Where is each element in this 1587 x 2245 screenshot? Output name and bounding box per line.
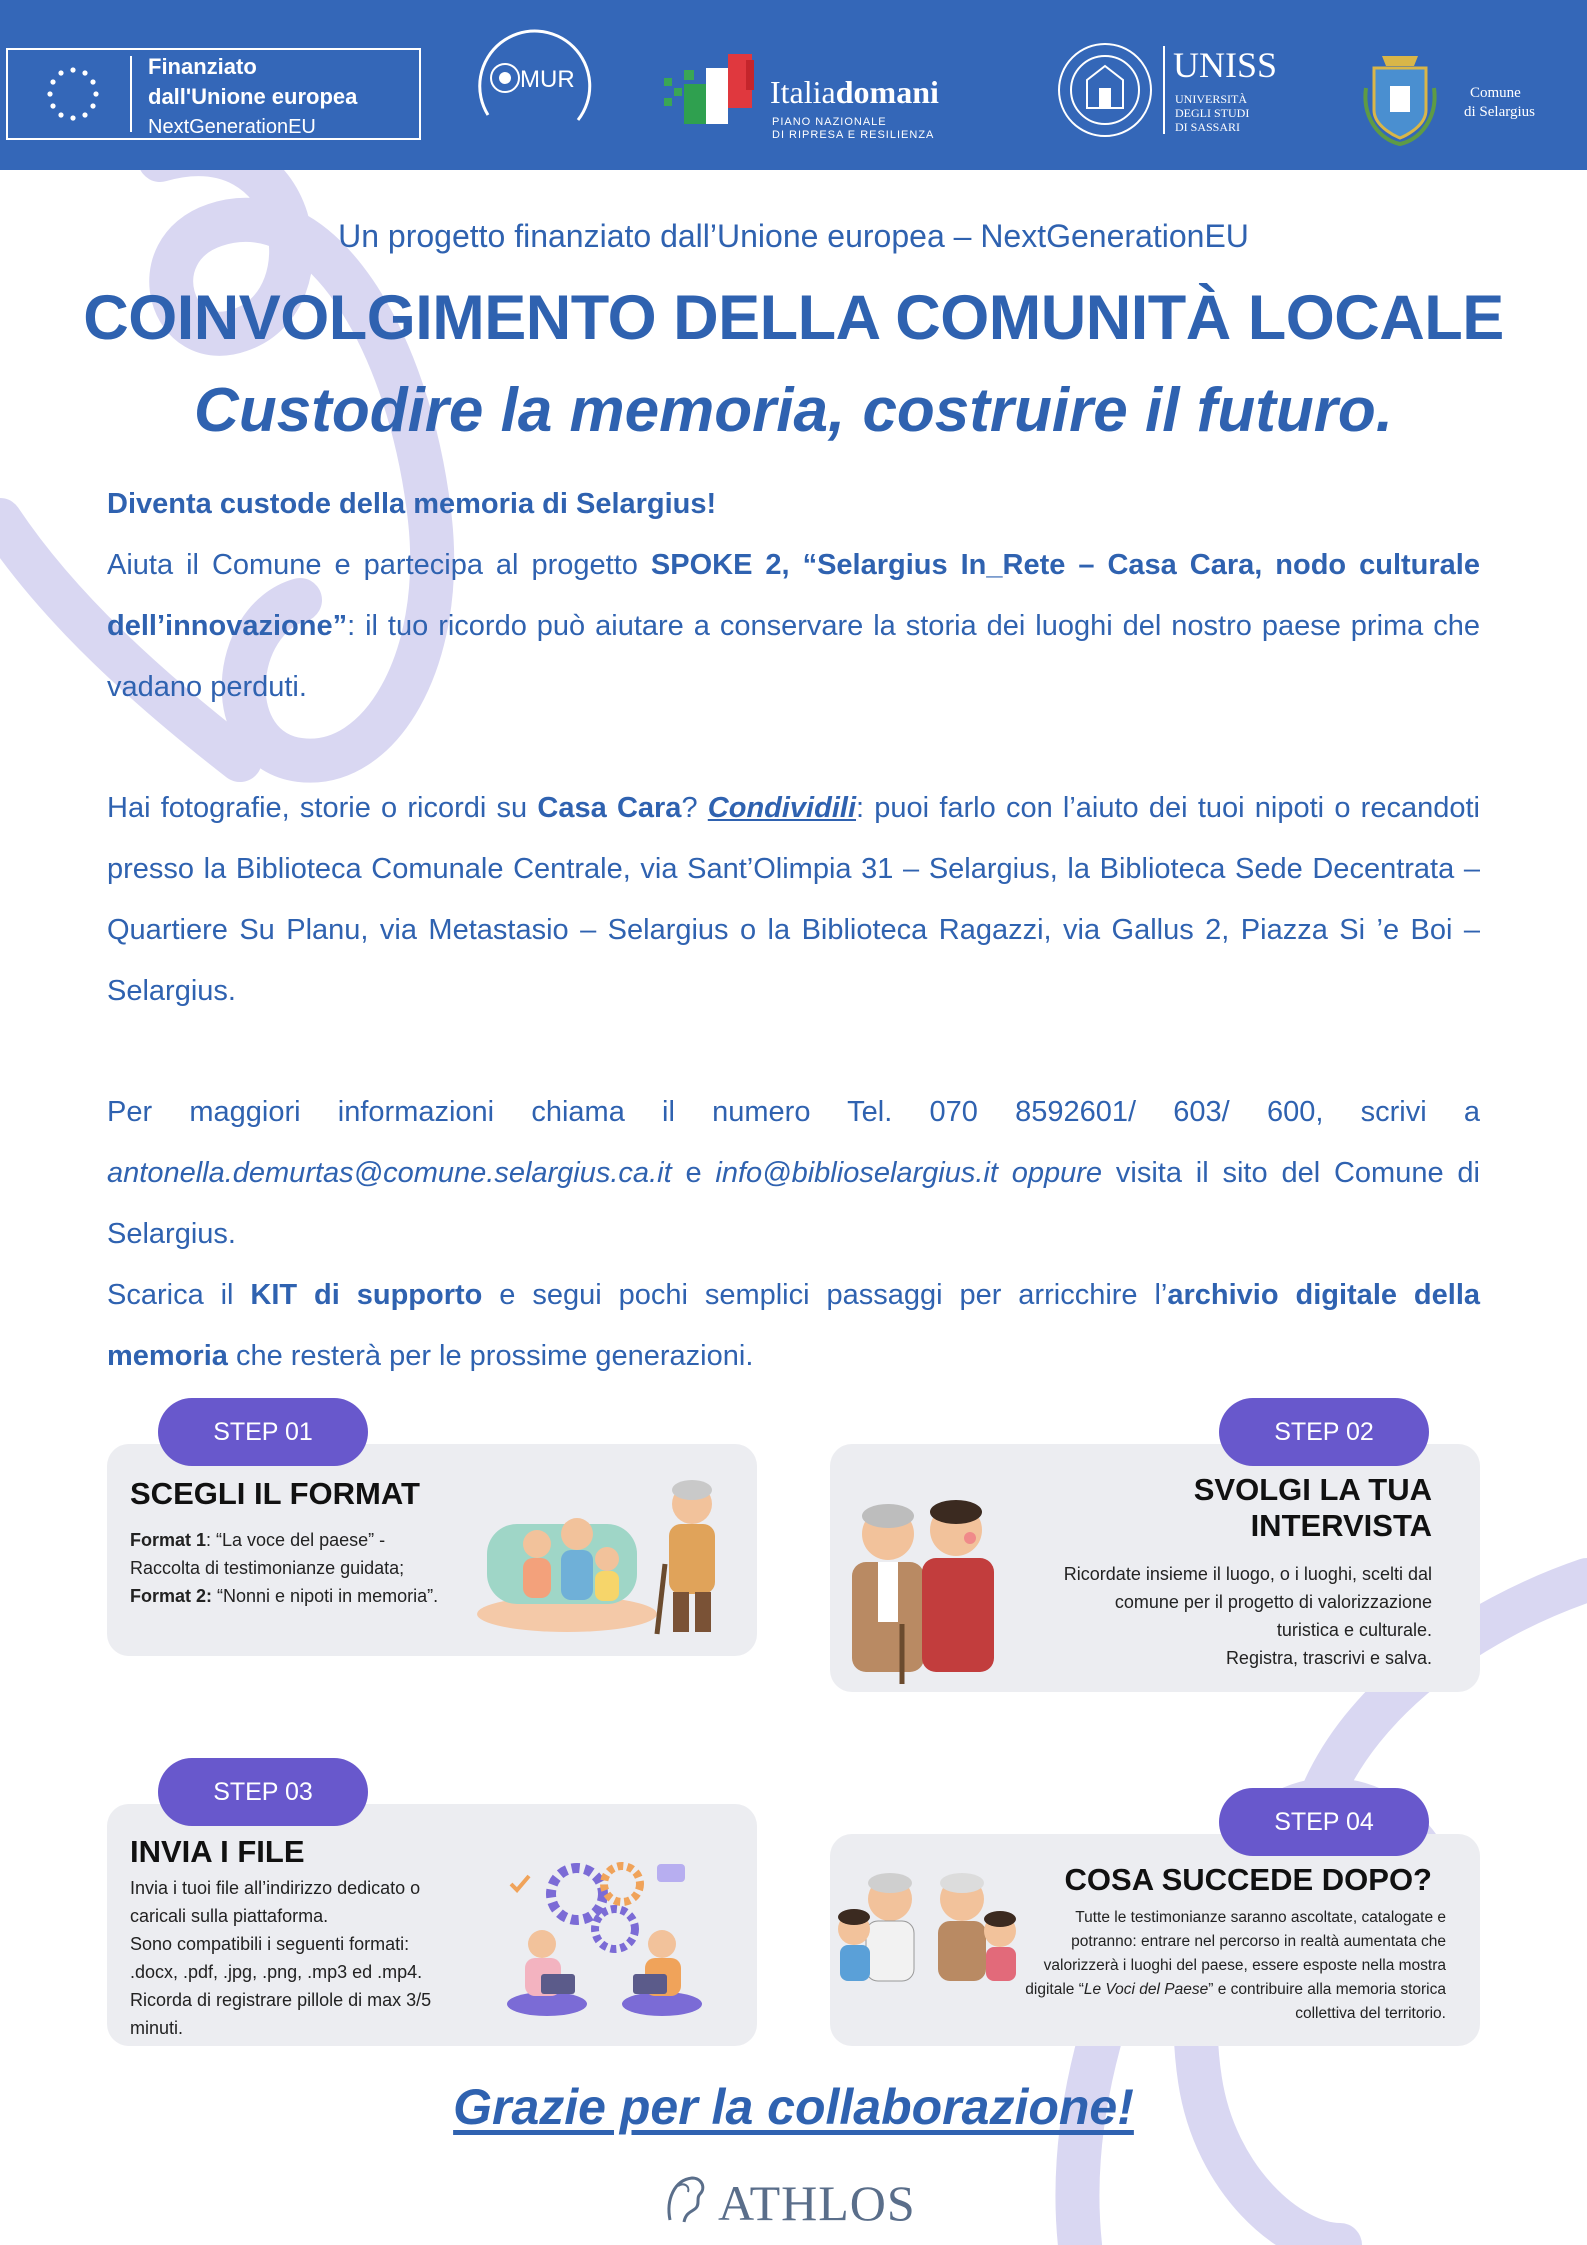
p1-text-c: : il tuo ricordo può aiutare a conservare la storia dei luoghi del nostro paese prima che vadano perduti. bbox=[107, 610, 1480, 703]
p2-text-c: ? bbox=[681, 792, 708, 824]
mur-logo bbox=[468, 20, 598, 150]
step-03-text-line5: Ricorda di registrare pillole di max 3/5 bbox=[130, 1990, 432, 2010]
step-04-text-line1: Tutte le testimonianze saranno ascoltate, catalogate e bbox=[1075, 1909, 1446, 1926]
coat-of-arms-icon bbox=[1360, 48, 1440, 148]
italiadomani-logo bbox=[658, 48, 970, 140]
format2-label: Format 2: bbox=[130, 1586, 213, 1606]
p4-text-e: che resterà per le prossime generazioni. bbox=[227, 1340, 754, 1372]
step-03-text-line1: Invia i tuoi file all’indirizzo dedicato o bbox=[130, 1878, 421, 1898]
comune-selargius-logo bbox=[1360, 48, 1560, 148]
p4-text-a: Scarica il bbox=[107, 1279, 251, 1311]
thanks-message: Grazie per la collaborazione! bbox=[453, 2079, 1134, 2135]
uniss-line1: UNIVERSITÀ bbox=[1175, 92, 1247, 106]
athlos-name: ATHLOS bbox=[718, 2175, 916, 2231]
italiadomani-sub2: DI RIPRESA E RESILIENZA bbox=[772, 129, 935, 141]
step-04-badge: STEP 04 bbox=[1219, 1788, 1429, 1856]
eu-label-line3: NextGenerationEU bbox=[148, 116, 316, 138]
step-04-text bbox=[966, 1906, 1446, 2026]
uniss-line3: DI SASSARI bbox=[1175, 120, 1241, 134]
step-02-title bbox=[1194, 1472, 1432, 1544]
step-02-text-line2: comune per il progetto di valorizzazione bbox=[1114, 1592, 1432, 1612]
share-paragraph bbox=[107, 778, 1480, 1022]
email-link-biblioteca[interactable]: info@biblioselargius.it bbox=[715, 1157, 998, 1189]
step-02-text-line4: Registra, trascrivi e salva. bbox=[1225, 1648, 1432, 1668]
step-02-badge: STEP 02 bbox=[1219, 1398, 1429, 1466]
eu-label-line2: dall'Unione europea bbox=[148, 84, 358, 109]
step-04-text-line3: valorizzerà i luoghi del paese, essere esposte nella mostra bbox=[1043, 1957, 1446, 1974]
p2-text-a: Hai fotografie, storie o ricordi su bbox=[107, 792, 538, 824]
step-03-badge: STEP 03 bbox=[158, 1758, 368, 1826]
p3-text-d: visita il sito del Comune di Selargius. bbox=[107, 1157, 1480, 1250]
step-03-text-line2: caricali sulla piattaforma. bbox=[130, 1906, 329, 1926]
uniss-divider bbox=[1163, 46, 1165, 134]
eu-label-line1: Finanziato bbox=[148, 54, 257, 79]
step-02-title-line1: SVOLGI LA TUA bbox=[1193, 1472, 1432, 1507]
eu-funding-logo bbox=[6, 48, 421, 140]
family-illustration-icon bbox=[477, 1464, 747, 1644]
step-03-text-line3: Sono compatibili i seguenti formati: bbox=[130, 1934, 410, 1954]
p3-text-b: e bbox=[671, 1157, 716, 1189]
step-01-badge: STEP 01 bbox=[158, 1398, 368, 1466]
step-02-text-line1: Ricordate insieme il luogo, o i luoghi, scelti dal bbox=[1063, 1564, 1432, 1584]
uniss-name: UNISS bbox=[1173, 45, 1278, 85]
italiadomani-name: Italiadomani bbox=[770, 74, 939, 110]
intro-paragraph bbox=[107, 474, 1480, 718]
file-upload-illustration-icon bbox=[497, 1844, 717, 2024]
step-04-text-line2: potranno: entrare nel percorso in realtà aumentata che bbox=[1071, 1933, 1446, 1950]
step-02-text bbox=[992, 1560, 1432, 1672]
call-to-action-heading: Diventa custode della memoria di Selargius! bbox=[107, 488, 717, 520]
uniss-line2: DEGLI STUDI bbox=[1175, 106, 1250, 120]
step-04-title: COSA SUCCEDE DOPO? bbox=[1064, 1862, 1432, 1897]
step-02-text-line3: turistica e culturale. bbox=[1276, 1620, 1432, 1640]
italiadomani-sub1: PIANO NAZIONALE bbox=[772, 116, 887, 128]
mostra-title: Le Voci del Paese bbox=[1083, 1981, 1209, 1998]
uniss-logo bbox=[1055, 40, 1305, 150]
p3-text-c: oppure bbox=[997, 1157, 1103, 1189]
step-03-text bbox=[130, 1874, 470, 2042]
email-link-demurtas[interactable]: antonella.demurtas@comune.selargius.ca.it bbox=[107, 1157, 672, 1189]
p2-text-e: : puoi farlo con l’aiuto dei tuoi nipoti o recandoti presso la Biblioteca Comunale Centrale, via Sant’Olimpia 31 – Selargius, la Biblioteca Sede Decentrata – Quartiere Su Planu, via Metastasio – Selargius o la Biblioteca Ragazzi, via Gallus 2, Piazza Si ’e Boi – Selargius. bbox=[107, 792, 1480, 1007]
athlos-head-icon bbox=[660, 2170, 710, 2230]
format2-text: “Nonni e nipoti in memoria”. bbox=[212, 1586, 439, 1606]
casa-cara-label: Casa Cara bbox=[537, 792, 682, 824]
comune-line2: di Selargius bbox=[1464, 104, 1535, 120]
athlos-logo bbox=[660, 2170, 930, 2230]
p4-text-c: e segui pochi semplici passaggi per arricchire l’ bbox=[482, 1279, 1168, 1311]
page-title: COINVOLGIMENTO DELLA COMUNITÀ LOCALE bbox=[83, 283, 1504, 353]
step-03-title: INVIA I FILE bbox=[130, 1834, 305, 1869]
step-03-text-line4: .docx, .pdf, .jpg, .png, .mp3 ed .mp4. bbox=[130, 1962, 423, 1982]
step-02-title-line2: INTERVISTA bbox=[1250, 1508, 1432, 1543]
step-03-text-line6: minuti. bbox=[130, 2018, 184, 2038]
step-card-03 bbox=[107, 1804, 757, 2046]
archivio-digitale-label: archivio digitale della memoria bbox=[107, 1279, 1480, 1372]
italia-flag-icon bbox=[658, 48, 768, 140]
project-name: SPOKE 2, “Selargius In_Rete – Casa Cara, nodo culturale dell’innovazione” bbox=[107, 549, 1480, 642]
mur-label: MUR bbox=[520, 66, 575, 93]
header-band bbox=[0, 0, 1587, 170]
format1-text: : “La voce del paese” - Raccolta di testimonianze guidata; bbox=[130, 1530, 405, 1578]
contact-paragraph bbox=[107, 1082, 1480, 1387]
condividili-label: Condividili bbox=[707, 792, 856, 824]
step-04-text-line4: digitale “Le Voci del Paese” e contribuire alla memoria storica bbox=[1025, 1981, 1446, 1998]
step-card-04 bbox=[830, 1834, 1480, 2046]
tagline: Custodire la memoria, costruire il futuro. bbox=[194, 376, 1393, 445]
step-01-text bbox=[130, 1526, 460, 1610]
step-04-text-line5: collettiva del territorio. bbox=[1295, 2005, 1446, 2022]
step-card-02 bbox=[830, 1444, 1480, 1692]
format1-label: Format 1 bbox=[130, 1530, 207, 1550]
step-card-01 bbox=[107, 1444, 757, 1656]
comune-line1: Comune bbox=[1470, 85, 1521, 101]
uniss-seal-icon bbox=[1055, 40, 1155, 140]
p1-text-a: Aiuta il Comune e partecipa al progetto bbox=[107, 549, 651, 581]
p3-text-a: Per maggiori informazioni chiama il numero Tel. 070 8592601/ 603/ 600, scrivi a bbox=[107, 1096, 1480, 1128]
kit-supporto-label: KIT di supporto bbox=[250, 1279, 483, 1311]
subtitle: Un progetto finanziato dall’Unione europea – NextGenerationEU bbox=[338, 218, 1249, 254]
step-01-title: SCEGLI IL FORMAT bbox=[130, 1476, 420, 1511]
eu-flag-icon bbox=[14, 56, 132, 132]
